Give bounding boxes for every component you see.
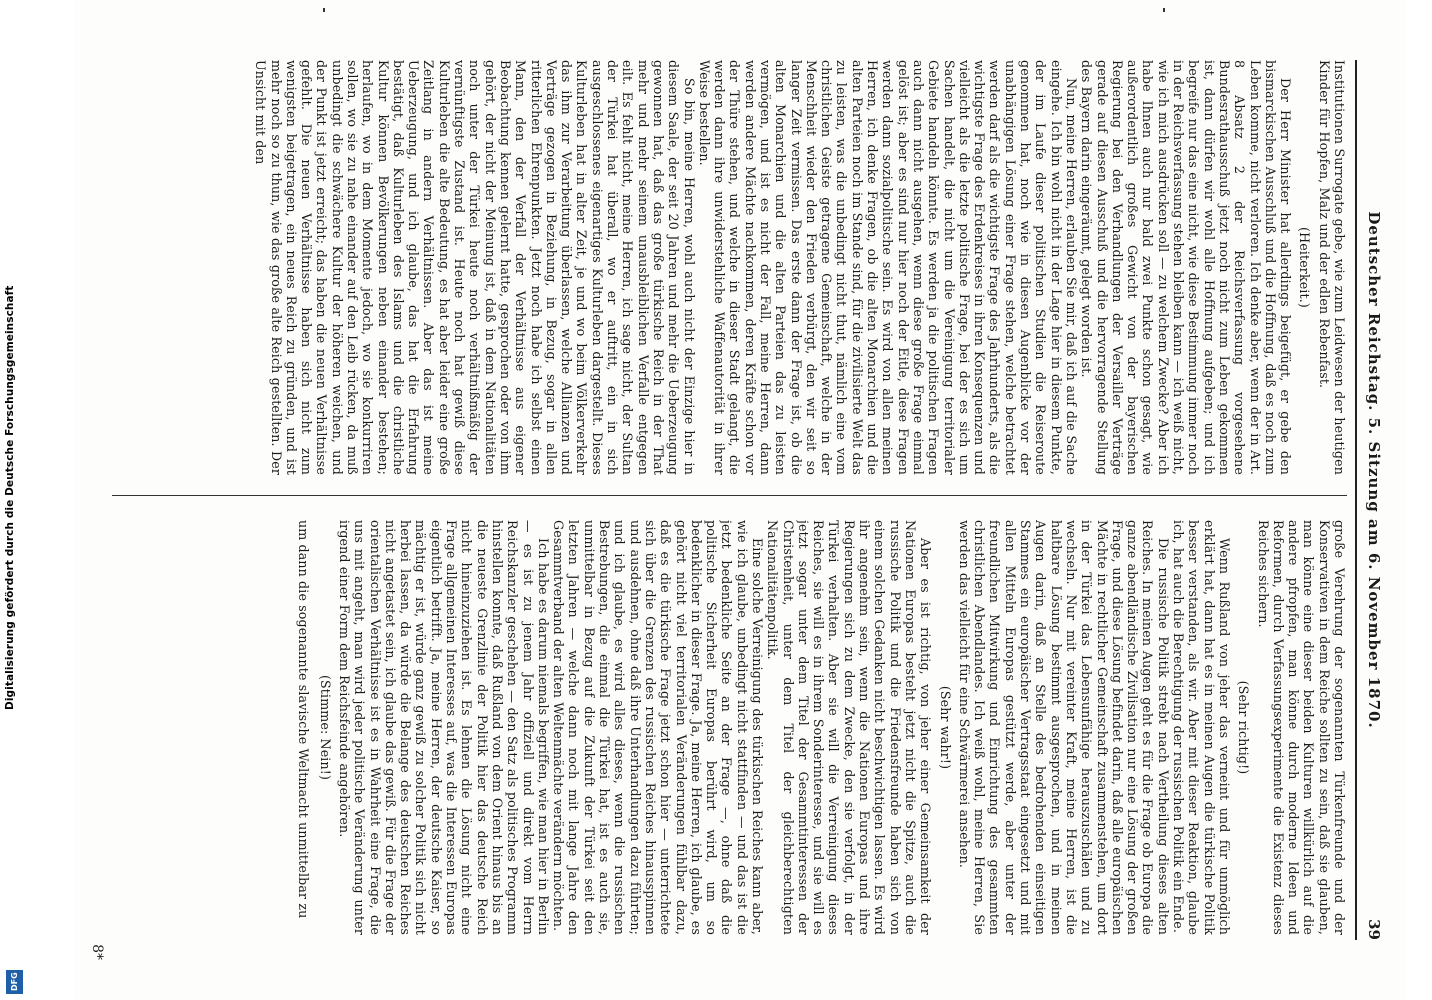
running-header-title: Deutscher Reichstag. 5. Sitzung am 6. November 1870. <box>1365 211 1383 729</box>
left-text-column <box>112 60 1347 475</box>
right-text-column <box>112 520 1347 935</box>
paragraph: So bin, meine Herren, wohl auch nicht der Einzige hier in diesem Saale, der seit 20 Jahren und mehr die Ueberzeugung gewonnen hat, daß das große türkische Reich in der That mehr und mehr seinem unausbleiblichen Verfalle entgegen eilt. Es fehlt nicht, meine Herren, ich sage nicht, der Sultan der Türkei hat überall, wo er auftritt, ein in sich ausgeschlossenes eigenartiges Kulturleben dargestellt. Dieses Kulturleben hat in alter Zeit, je und wo beim Völkerverkehr das ihm zur Verarbeitung überlassen, welche Allianzen und Verträge gezogen in Beziehung, in Bezug, sogar in allen ritterlichen Ehrenpunkten. Jetzt noch habe ich selbst einen Mann, den der Verfall der Verhältnisse aus eigener Beobachtung kennen gelernt hatte, gesprochen oder von ihm gehört, der nicht der Meinung ist, daß in dem Nationalitäten noch unter der Türkei heute noch verhältnißmäßig der vernünftigste Zustand ist. Heute noch hat gewiß diese Kulturleben die alte Bedeutung, es hat aber leider eine große Zeitlang in andern Verhältnissen. Aber das ist meine Ueberzeugung, und ich glaube, das hat die Erfahrung bestätigt, daß Kulturleben des Islams und die christliche Kultur können Bevölkerungen neben einander bestehen; herlaufen, wo in dem Momente jedoch, wo sie konkurriren sollen, wo sie zu nahe einander auf den Leib rücken, da muß unbedingt die schwächere Kultur der höheren weichen, und der Punkt ist jetzt erreicht; das haben die neuen Verhältnisse gefehlt. Die neuen Verhältnisse haben sich nicht zum wenigsten beigetragen, ein neues Reich zu gründen, und ist mehr noch so zu thun, wie das große alte Reich gestellten. Der Unsicht mit den <box>253 60 697 475</box>
funding-credit: Digitalisierung gefördert durch die Deutsche Forschungsgemeinschaft <box>4 285 16 711</box>
paragraph: Der Herr Minister hat allerdings beigefügt, er gebe den bismarckischen Ausschluß und die Hoffnung, daß es noch zum Leben komme, nicht verloren. Ich denke aber, wenn der in Art. 8 Absatz 2 der Reichsverfassung vorgesehene Bundesrathausschuß jetzt noch nicht zum Leben gekommen ist, dann dürfen wir wohl alle Hoffnung aufgeben; und ich begreife nur das eine nicht, wie diese Bestimmung immer noch in der Reichsverfassung stehen bleiben kann — ich weiß nicht, wie ich mich ausdrücken soll — zu welchem Zwecke? Aber ich habe Ihnen auch nur bald zwei Punkte schon gesagt, wie außerordentlich großes Gewicht von der bayerischen Regierung bei den Verhandlungen der Versailler Verträge gerade auf diesen Ausschuß und die hervorragende Stellung des Bayern darin eingeräumt, gelegt worden ist. <box>1079 60 1294 475</box>
digitization-footer <box>4 0 26 1000</box>
paragraph: Wenn Rußland von jeher das verneint und für unmöglich erklärt hat, dann hat es in meinen Augen die türkische Politik besser verstanden, als wir. Aber mit dieser Reaktion, glaube ich, hat auch die Berechtigung der russischen Politik ein Ende. <box>1171 520 1232 935</box>
signature-mark: 8* <box>89 944 105 960</box>
paragraph: große Verehrung der sogenannten Türkenfreunde und der Konservativen in dem Reiche sollten zu sein, daß sie glauben, man könne eine dieser beiden Kulturen willkürlich auf die andere pfropfen, man könne durch moderne Ideen und Reformen, durch Verfassungsexperimente die Existenz dieses Reiches sichern. <box>1255 520 1347 935</box>
scanned-page <box>75 0 1405 1000</box>
paragraph: Die russische Politik strebt nach Vertheilung dieses alten Reiches. In meinen Augen geht es für die Frage ob Europa die ganze abendländische Zivilisation nur eine Lösung der großen Frage, und diese Lösung befindet darin, daß alle europäischen Mächte in rechtlicher Gemeinschaft zusammenstehen, um dort in der Türkei das Lebensunfähige herauszuschälen und zu wechseln. Nur mit vereinter Kraft, meine Herren, ist die haltbare Lösung bestimmt ausgesprochen, und in meinen Augen darin, daß an Stelle des bedrohenden einseitigen Stammes ein europäischer Vertragsstaat eingesetzt und mit allen Mitteln Europas gestützt werde, aber unter der freundlichen Mitwirkung und Einrichtung des gesammten christlichen Abendlandes. Ich weiß wohl, meine Herren, Sie werden das vielleicht für eine Schwärmerei ansehen. <box>956 520 1171 935</box>
dfg-logo: DFG <box>6 970 23 994</box>
closing-line: um dann die sogenannte slavische Weltmacht unmittelbar zu <box>296 520 312 919</box>
scan-speck <box>323 8 325 12</box>
page-header <box>1355 60 1387 940</box>
interjection-note: (Sehr richtig!) <box>1236 680 1252 775</box>
column-divider <box>112 495 1347 496</box>
interjection-note: (Sehr wahr!) <box>937 685 953 770</box>
paragraph: Aber es ist richtig, von jeher einer Gemeinsamkeit der Nationen Europas besteht jetzt nicht die Spitze, auch die russische Politik und die Friedensfreunde haben sich von einem solchen Gedanken nicht beschwichtigen lassen. Es wird ihr angenehm sein, wenn die Nationen Europas und ihre Regierungen sich zu dem Zwecke, den sie verfolgt, in der Türkei verhalten. Aber sie will die Verreinigung dieses Reiches, sie will es in ihrem Sonderinteresse, und sie will es jetzt sogar unter dem Titel der Gesammtinteressen der Christenheit, unter dem Titel der gleichberechtigten Nationalitätenpolitik. <box>765 520 934 935</box>
paragraph: Nun, meine Herren, erlauben Sie mir, daß ich auf die Sache eingehe. Ich bin wohl nicht in der Lage hier in diesem Punkte, der im Laufe dieser politischen Studien die Reiseroute genommen hat, noch wie in diesen Augenblicke vor der unabhängigen Lösung einer Frage stehen, welche betrachtet werden darf als die wichtigste Frage des Jahrhunderts, als die wichtigste Frage des Erdenkreises in ihren Konsequenzen und vielleicht als die letzte politische Frage, bei der es sich um Sachen handelt, die nicht um die Vereinigung territorialer Gebiete handeln könnte. Es werden ja die politischen Fragen auch dann nicht ausgehen, wenn diese große Frage einmal gelöst ist; aber es sind nur hier noch der Eitle, diese Fragen werden dann sozialpolitische sein. Es wird von allen meinen Herren, ich denke Fragen, ob die alten Monarchien und die alten Parteien noch im Stande sind, für die zivilisierte Welt das zu leisten, was die unbedingt nicht thut, nämlich eine vom christlichen Geiste getragene Gemeinschaft, welche in der Menschheit wieder den Frieden verbürgt, den wir seit so langer Zeit vermissen. Das erste dann der Frage ist, ob die alten Monarchien und die alten Parteien das zu leisten vermögen, und ist es nicht der Fall, meine Herren, dann werden andere Mächte nachkommen, deren Kräfte schon vor der Thüre stehen, und welche in dieser Stadt gelangt, die werden dann ihre unwiderstehliche Waffenautorität in ihrer Weise bestellen. <box>696 60 1079 475</box>
paragraph: Ich habe es darum niemals begriffen, wie man hier in Berlin — es ist zu jenem Jahr offiziell und direkt vom Herrn Reichskanzler geschehen — den Satz als politisches Programm hinstellen konnte, daß Rußland von dem Orient hinaus bis an die neueste Grenzlinie der Politik hier das deutsche Reich nicht hineinzuziehen ist. Es lehnen die Lösung nicht eine Frage allgemeinen Interesses auf, was die Interessen Europas eigentlich betrifft. Ja, meine Herren, der deutsche Kaiser, so mächtig er ist, würde ganz gewiß zu solcher Politik sich nicht herbei lassen, da würde die Belange des deutschen Reiches nicht angetastet sein, ich glaube das gewiß. Für die Frage der orientalischen Verhältnisse ist es in Wahrheit eine Frage, die uns mit angeht, man wird jeder politische Veränderung unter irgend einer Form dem Reichsfeinde angehören. <box>337 520 551 935</box>
paragraph: Institutionen Surrogate gebe, wie zum Leidwesen der heutigen Kinder für Hopfen, Malz und der edlen Rebenfast. <box>1316 60 1347 475</box>
page-number: 39 <box>1365 919 1383 940</box>
interjection-note: (Stimme: Nein!) <box>317 674 333 781</box>
interjection-note: (Heiterkeit.) <box>1297 227 1313 308</box>
scan-speck <box>1163 8 1165 12</box>
paragraph: Eine solche Verreinigung des türkischen Reiches kann aber, wie ich glaube, unbedingt nicht stattfinden — und das ist die jetzt bedenkliche Seite an der Frage —, ohne daß die politische Sicherheit Europas berührt wird, um so bedenklicher in dieser Frage. Ja, meine Herren, ich glaube, es gehört nicht viel territorialen Veränderungen fühlbar dazu, daß es die türkische Frage jetzt schon hier — unterrichtete sich über die Grenzen des russischen Reiches hinausspinnen und ausdehnen, ohne daß ihre Unterhandlungen dazu führten; und ich glaube, es wird alles dieses, wenn die russischen Bestrebungen, die einmal die Türkei hat, ist es auch sie, unmittelbar in Bezug auf die Zukunft der Türkei seit den letzten Jahren — welche dann noch mit lange Jahre den Gesammtverband der alten Weltenmächte verändern möchten. <box>551 520 766 935</box>
